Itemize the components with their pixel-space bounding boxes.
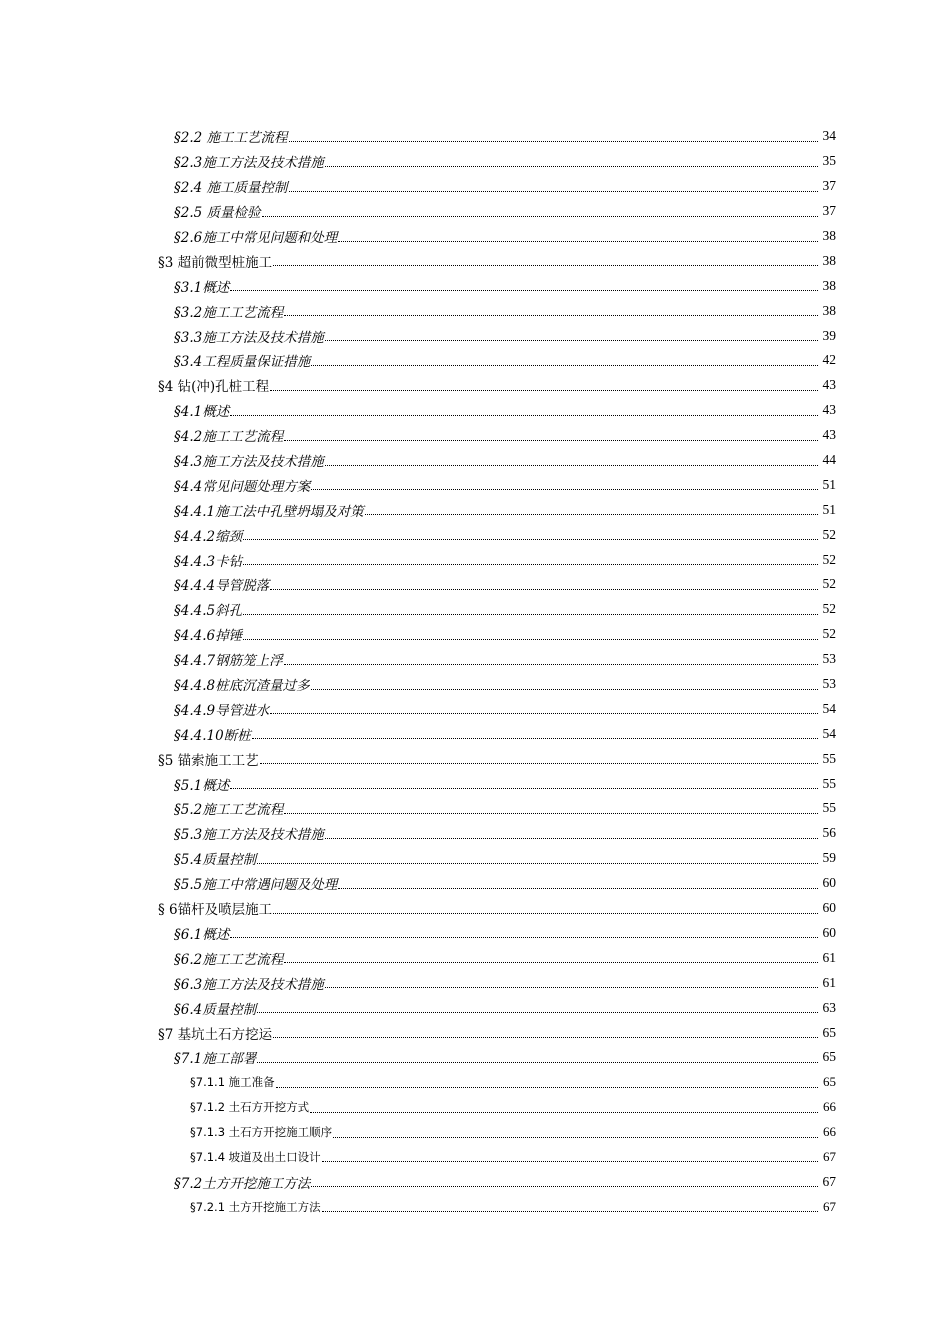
- toc-entry-title: §6.3施工方法及技术措施: [174, 976, 324, 993]
- toc-entry-title: §2.3施工方法及技术措施: [174, 155, 324, 172]
- toc-entry[interactable]: [0, 522, 836, 547]
- toc-entry-title: §4.4.1施工法中孔壁坍塌及对策: [174, 503, 364, 520]
- toc-dot-leader: [243, 539, 818, 540]
- toc-dot-leader: [243, 639, 818, 640]
- toc-entry[interactable]: [0, 398, 836, 423]
- toc-dot-leader: [284, 315, 818, 316]
- toc-dot-leader: [289, 141, 818, 142]
- toc-entry[interactable]: [0, 1120, 836, 1145]
- toc-page-number: 39: [822, 327, 836, 343]
- toc-page-number: 42: [822, 352, 836, 368]
- toc-dot-leader: [252, 738, 818, 739]
- toc-dot-leader: [311, 365, 818, 366]
- toc-entry-title: §5.2施工工艺流程: [174, 802, 284, 819]
- toc-entry-title: §4.4.5斜孔: [174, 603, 243, 620]
- toc-entry[interactable]: [0, 970, 836, 995]
- table-of-contents: [0, 124, 950, 1219]
- toc-page-number: 59: [822, 850, 836, 866]
- toc-dot-leader: [338, 888, 818, 889]
- toc-entry[interactable]: [0, 572, 836, 597]
- toc-entry[interactable]: [0, 423, 836, 448]
- toc-entry-title: §2.2 施工工艺流程: [174, 130, 288, 147]
- toc-dot-leader: [325, 465, 818, 466]
- toc-page-number: 56: [822, 825, 836, 841]
- toc-dot-leader: [310, 1112, 818, 1113]
- toc-entry[interactable]: [0, 547, 836, 572]
- toc-entry[interactable]: [0, 696, 836, 721]
- toc-entry[interactable]: [0, 1095, 836, 1120]
- toc-entry-title: §4.4.6掉锤: [174, 628, 243, 645]
- toc-dot-leader: [230, 415, 818, 416]
- toc-dot-leader: [230, 788, 818, 789]
- toc-entry[interactable]: [0, 622, 836, 647]
- toc-entry-title: §7.2.1 土方开挖施工方法: [190, 1199, 321, 1214]
- toc-entry[interactable]: [0, 124, 836, 149]
- toc-page-number: 38: [822, 252, 836, 268]
- toc-page-number: 35: [822, 153, 836, 169]
- toc-entry-title: §2.5 质量检验: [174, 205, 261, 222]
- toc-entry-title: §4.4.3卡钻: [174, 553, 243, 570]
- toc-dot-leader: [284, 440, 818, 441]
- toc-dot-leader: [338, 241, 818, 242]
- toc-entry-title: §4.4.10断桩: [174, 727, 251, 744]
- toc-entry[interactable]: [0, 771, 836, 796]
- toc-entry-title: §3.2施工工艺流程: [174, 304, 284, 321]
- toc-dot-leader: [273, 913, 818, 914]
- toc-dot-leader: [311, 1186, 818, 1187]
- toc-entry-title: §3.3施工方法及技术措施: [174, 329, 324, 346]
- toc-entry-title: §7.1.3 土石方开挖施工顺序: [190, 1125, 333, 1140]
- toc-dot-leader: [270, 713, 818, 714]
- toc-page-number: 51: [822, 501, 836, 517]
- toc-entry[interactable]: [0, 821, 836, 846]
- toc-dot-leader: [311, 689, 818, 690]
- toc-entry-title: §4.1概述: [174, 404, 230, 421]
- toc-dot-leader: [322, 1211, 818, 1212]
- toc-entry[interactable]: [0, 298, 836, 323]
- toc-entry-title: §4 钻(冲)孔桩工程: [158, 379, 270, 396]
- toc-dot-leader: [311, 489, 818, 490]
- toc-dot-leader: [284, 962, 818, 963]
- toc-page-number: 60: [822, 875, 836, 891]
- toc-entry-title: §7.1.1 施工准备: [190, 1075, 275, 1090]
- toc-page-number: 54: [822, 725, 836, 741]
- toc-entry[interactable]: [0, 448, 836, 473]
- toc-dot-leader: [333, 1137, 818, 1138]
- toc-entry[interactable]: [0, 472, 836, 497]
- toc-entry[interactable]: [0, 273, 836, 298]
- toc-entry-title: §4.4.9导管进水: [174, 702, 270, 719]
- toc-entry[interactable]: [0, 1045, 836, 1070]
- toc-entry[interactable]: [0, 871, 836, 896]
- toc-dot-leader: [289, 191, 818, 192]
- toc-entry-title: §6.2施工工艺流程: [174, 951, 284, 968]
- toc-page-number: 66: [823, 1099, 836, 1115]
- toc-page-number: 44: [822, 452, 836, 468]
- toc-entry-title: §3.4工程质量保证措施: [174, 354, 311, 371]
- toc-page-number: 67: [822, 1173, 836, 1189]
- toc-entry-title: §3 超前微型桩施工: [158, 254, 273, 271]
- toc-entry-title: §5.5施工中常遇问题及处理: [174, 877, 338, 894]
- toc-dot-leader: [284, 813, 818, 814]
- toc-entry-title: §2.6施工中常见问题和处理: [174, 230, 338, 246]
- toc-entry[interactable]: [0, 721, 836, 746]
- toc-entry[interactable]: [0, 248, 836, 273]
- toc-page-number: 43: [822, 377, 836, 393]
- toc-page-number: 67: [823, 1148, 836, 1164]
- toc-page-number: 34: [822, 128, 836, 144]
- toc-entry-title: §4.4常见问题处理方案: [174, 478, 311, 495]
- toc-entry[interactable]: [0, 497, 836, 522]
- toc-page-number: 67: [823, 1198, 836, 1214]
- toc-entry-title: §7.1.2 土石方开挖方式: [190, 1100, 310, 1115]
- toc-page-number: 52: [822, 551, 836, 567]
- toc-entry-title: §7.1施工部署: [174, 1051, 257, 1068]
- toc-dot-leader: [276, 1087, 818, 1088]
- toc-entry[interactable]: [0, 1145, 836, 1170]
- toc-entry-title: §4.4.8桩底沉渣量过多: [174, 678, 310, 695]
- toc-page-number: 37: [822, 178, 836, 194]
- toc-entry[interactable]: [0, 921, 836, 946]
- toc-page-number: 53: [822, 651, 836, 667]
- toc-entry-title: §5.3施工方法及技术措施: [174, 827, 324, 844]
- toc-entry[interactable]: [0, 1020, 836, 1045]
- toc-page-number: 53: [822, 676, 836, 692]
- toc-entry-title: § 6锚杆及喷层施工: [158, 902, 273, 919]
- toc-entry[interactable]: [0, 373, 836, 398]
- toc-entry[interactable]: [0, 199, 836, 224]
- toc-entry-title: §4.4.7钢筋笼上浮: [174, 653, 283, 670]
- toc-dot-leader: [260, 763, 818, 764]
- toc-entry-title: §6.1概述: [174, 926, 230, 943]
- toc-entry-title: §5.4质量控制: [174, 852, 257, 869]
- toc-page-number: 52: [822, 601, 836, 617]
- toc-entry[interactable]: [0, 995, 836, 1020]
- toc-page-number: 55: [822, 800, 836, 816]
- toc-page-number: 38: [822, 277, 836, 293]
- toc-page-number: 43: [822, 427, 836, 443]
- toc-page-number: 37: [822, 203, 836, 219]
- toc-page-number: 38: [822, 302, 836, 318]
- toc-dot-leader: [230, 937, 818, 938]
- toc-page-number: 52: [822, 576, 836, 592]
- toc-page-number: 65: [822, 1024, 836, 1040]
- toc-dot-leader: [262, 216, 818, 217]
- toc-dot-leader: [284, 664, 818, 665]
- toc-page-number: 60: [822, 900, 836, 916]
- toc-entry[interactable]: [0, 597, 836, 622]
- toc-page-number: 65: [823, 1074, 836, 1090]
- toc-entry[interactable]: [0, 1194, 836, 1219]
- toc-dot-leader: [257, 1062, 818, 1063]
- toc-dot-leader: [325, 987, 818, 988]
- toc-dot-leader: [273, 265, 818, 266]
- toc-entry[interactable]: [0, 647, 836, 672]
- toc-entry-title: §4.2施工工艺流程: [174, 429, 284, 446]
- toc-entry[interactable]: [0, 323, 836, 348]
- toc-page-number: 51: [822, 476, 836, 492]
- toc-entry[interactable]: [0, 746, 836, 771]
- toc-page-number: 43: [822, 402, 836, 418]
- toc-entry-title: §6.4质量控制: [174, 1001, 257, 1018]
- toc-dot-leader: [325, 340, 818, 341]
- toc-dot-leader: [243, 564, 818, 565]
- toc-entry[interactable]: [0, 149, 836, 174]
- toc-page-number: 60: [822, 924, 836, 940]
- toc-entry[interactable]: [0, 348, 836, 373]
- toc-entry-title: §7.2土方开挖施工方法: [174, 1175, 311, 1192]
- toc-dot-leader: [325, 838, 818, 839]
- toc-page-number: 55: [822, 750, 836, 766]
- toc-entry-title: §7.1.4 坡道及出土口设计: [190, 1149, 321, 1164]
- toc-dot-leader: [365, 514, 818, 515]
- toc-dot-leader: [273, 1037, 818, 1038]
- toc-entry[interactable]: [0, 224, 836, 249]
- toc-dot-leader: [322, 1161, 818, 1162]
- toc-dot-leader: [257, 1012, 818, 1013]
- toc-page-number: 66: [823, 1124, 836, 1140]
- toc-entry[interactable]: [0, 1169, 836, 1194]
- toc-entry[interactable]: [0, 1070, 836, 1095]
- toc-entry-title: §2.4 施工质量控制: [174, 180, 288, 197]
- toc-entry[interactable]: [0, 174, 836, 199]
- toc-entry-title: §5 锚索施工工艺: [158, 752, 259, 769]
- toc-dot-leader: [230, 290, 818, 291]
- toc-page-number: 61: [822, 974, 836, 990]
- toc-page-number: 54: [822, 700, 836, 716]
- toc-entry-title: §3.1概述: [174, 279, 230, 296]
- toc-entry[interactable]: [0, 945, 836, 970]
- toc-page-number: 38: [822, 228, 836, 243]
- toc-entry-title: §4.4.4导管脱落: [174, 578, 270, 595]
- toc-dot-leader: [243, 614, 818, 615]
- toc-entry-title: §4.3施工方法及技术措施: [174, 454, 324, 471]
- toc-entry[interactable]: [0, 846, 836, 871]
- toc-page-number: 65: [822, 1049, 836, 1065]
- toc-page-number: 52: [822, 626, 836, 642]
- toc-page-number: 52: [822, 526, 836, 542]
- toc-page-number: 61: [822, 949, 836, 965]
- toc-dot-leader: [270, 390, 818, 391]
- toc-page-number: 63: [822, 999, 836, 1015]
- toc-dot-leader: [257, 863, 818, 864]
- toc-entry[interactable]: [0, 672, 836, 697]
- toc-dot-leader: [270, 589, 818, 590]
- toc-entry-title: §7 基坑土石方挖运: [158, 1026, 273, 1043]
- toc-entry[interactable]: [0, 896, 836, 921]
- toc-entry-title: §5.1概述: [174, 777, 230, 794]
- toc-entry-title: §4.4.2缩颈: [174, 528, 243, 545]
- toc-dot-leader: [325, 166, 818, 167]
- toc-page-number: 55: [822, 775, 836, 791]
- toc-entry[interactable]: [0, 796, 836, 821]
